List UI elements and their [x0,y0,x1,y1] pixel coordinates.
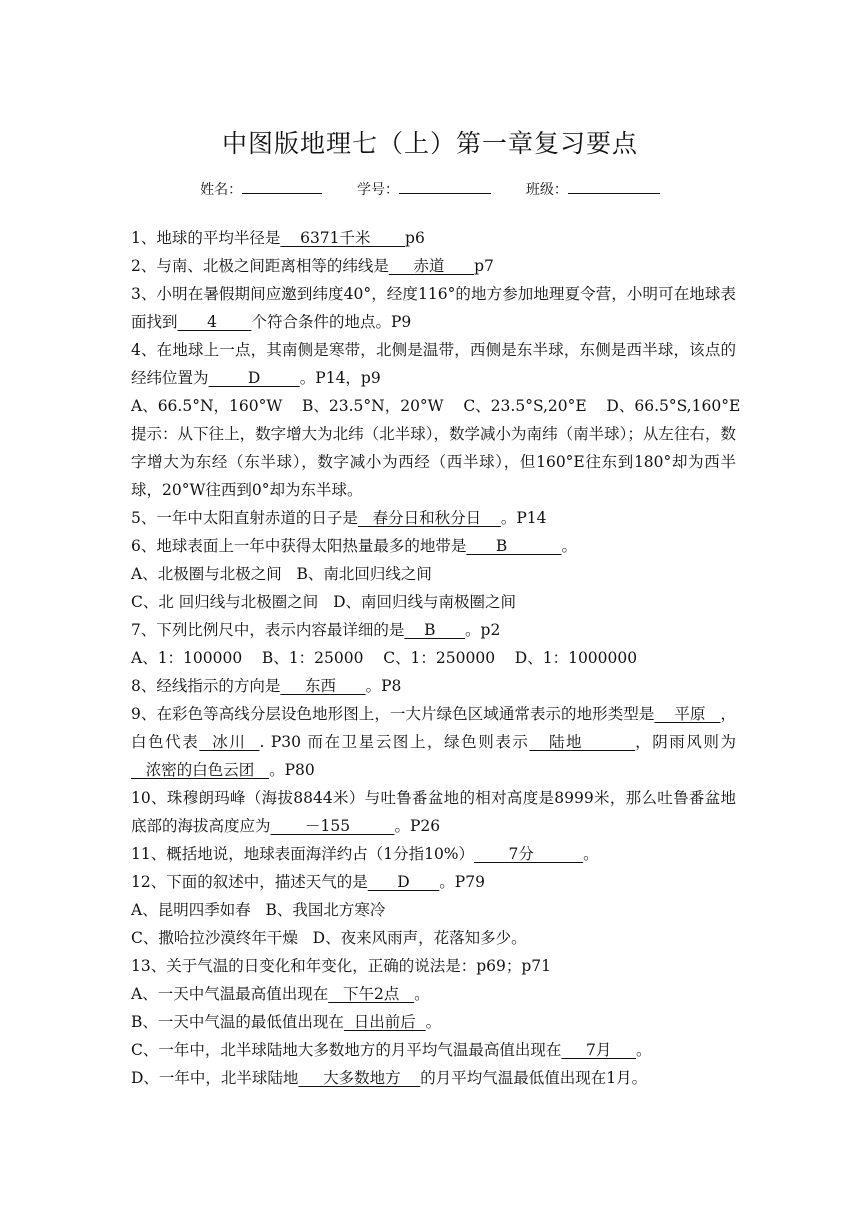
question-13: 13、关于气温的日变化和年变化，正确的说法是：p69；p71 [131,957,552,975]
punctuation: 。 [636,1041,652,1059]
page-ref: 。P14，p9 [299,369,381,387]
question-12-options-1: A、昆明四季如春 B、我国北方寒冷 [131,901,386,919]
answer-blank: 下午2点 [328,985,415,1003]
question-3 [131,280,736,336]
answer-blank: －155 [270,817,395,835]
question-8 [131,672,736,700]
class-label: 班级： [525,182,568,198]
question-text: 5、一年中太阳直射赤道的日子是 [131,509,358,527]
page-ref: p7 [474,257,494,275]
answer-blank: 赤道 [388,257,475,275]
question-13-c [131,1036,736,1064]
page-ref: 个符合条件的地点。P9 [251,313,412,331]
answer-blank: 7月 [561,1041,637,1059]
question-text: 1、地球的平均半径是 [131,229,281,247]
question-4-hint: 提示：从下往上，数字增大为北纬（北半球），数学减小为南纬（南半球）；从左往右，数字增大为东经（东半球），数字减小为西经（西半球），但160°E往东到180°却为西半球，20°W往西到0°却为东半球。 [131,425,736,499]
question-11 [131,840,736,868]
question-13-d [131,1064,736,1092]
answer-blank: 日出前后 [343,1013,426,1031]
question-12-options-2: C、撒哈拉沙漠终年干燥 D、夜来风雨声，花落知多少。 [131,929,527,947]
page-ref: 。 [561,537,578,555]
name-blank[interactable] [242,181,322,194]
page-ref: 。P79 [439,873,485,891]
question-7-options: A、1：100000 B、1：25000 C、1：250000 D、1：1000000 [131,649,638,667]
question-text: 8、经线指示的方向是 [131,677,281,695]
punctuation: 。 [425,1013,442,1031]
student-id-label: 学号： [357,182,399,198]
question-text: 9、在彩色等高线分层设色地形图上，一大片绿色区域通常表示的地形类型是 [131,705,655,723]
question-text: ，阴雨风则为 [635,733,736,751]
page-ref: 。 [583,845,599,863]
question-text: C、一年中，北半球陆地大多数地方的月平均气温最高值出现在 [131,1041,562,1059]
page-ref: 。P80 [269,761,315,779]
question-text: A、一天中气温最高值出现在 [131,985,329,1003]
question-5 [131,504,736,532]
answer-blank: 陆地 [529,733,636,751]
class-blank[interactable] [568,181,660,194]
question-4-options: A、66.5°N，160°W B、23.5°N，20°W C、23.5°S,20°E D、66.5°S,160°E [131,397,741,415]
page-ref: 。P14 [500,509,547,527]
answer-blank: 6371千米 [280,229,406,247]
answer-blank: B [404,621,466,639]
question-text: . P30 而在卫星云图上，绿色则表示 [259,733,530,751]
question-text: 10、珠穆朗玛峰（海拔8844米）与吐鲁番盆地的相对高度是8999米，那么吐鲁番盆地底部的海拔高度应为 [131,789,736,835]
question-12 [131,868,736,896]
punctuation: 。 [414,985,430,1003]
question-1 [131,224,736,252]
answer-blank: 7分 [474,845,584,863]
page-ref: 。p2 [465,621,501,639]
page-ref: 。P8 [365,677,402,695]
question-6 [131,532,736,560]
question-10 [131,784,736,840]
question-7 [131,616,736,644]
question-6-options-2: C、北 回归线与北极圈之间 D、南回归线与南极圈之间 [131,593,516,611]
student-id-blank[interactable] [399,181,491,194]
answer-blank: 东西 [280,677,366,695]
question-text: 11、概括地说，地球表面海洋约占（1分指10%） [131,845,475,863]
question-text: 4、在地球上一点，其南侧是寒带，北侧是温带，西侧是东半球，东侧是西半球，该点的经纬位置为 [131,341,736,387]
answer-blank: 冰川 [199,733,260,751]
answer-blank: 浓密的白色云团 [131,761,270,779]
question-text: ，白色代表 [131,705,736,751]
page-ref: 。P26 [394,817,441,835]
answer-blank: 4 [177,313,252,331]
question-4 [131,336,736,392]
question-text: 2、与南、北极之间距离相等的纬线是 [131,257,389,275]
student-info-row [0,179,860,199]
question-text: 的月平均气温最低值出现在1月。 [420,1069,648,1087]
answer-blank: 春分日和秋分日 [357,509,501,527]
question-text: D、一年中，北半球陆地 [131,1069,299,1087]
question-13-b [131,1008,736,1036]
question-text: 7、下列比例尺中，表示内容最详细的是 [131,621,405,639]
question-text: B、一天中气温的最低值出现在 [131,1013,344,1031]
answer-blank: D [208,369,300,387]
question-text: 6、地球表面上一年中获得太阳热量最多的地带是 [131,537,467,555]
question-text: 3、小明在暑假期间应邀到纬度40°，经度116°的地方参加地理夏令营，小明可在地球表面找到 [131,285,736,331]
question-2 [131,252,736,280]
page-ref: p6 [405,229,425,247]
answer-blank: B [466,537,562,555]
answer-blank: 大多数地方 [298,1069,421,1087]
answer-blank: 平原 [654,705,721,723]
question-list [131,224,741,1092]
name-label: 姓名： [200,182,243,198]
question-6-options-1: A、北极圈与北极之间 B、南北回归线之间 [131,565,432,583]
question-9 [131,700,736,784]
question-13-a [131,980,736,1008]
answer-blank: D [367,873,440,891]
page-title: 中图版地理七（上）第一章复习要点 [221,129,638,158]
question-text: 12、下面的叙述中，描述天气的是 [131,873,368,891]
